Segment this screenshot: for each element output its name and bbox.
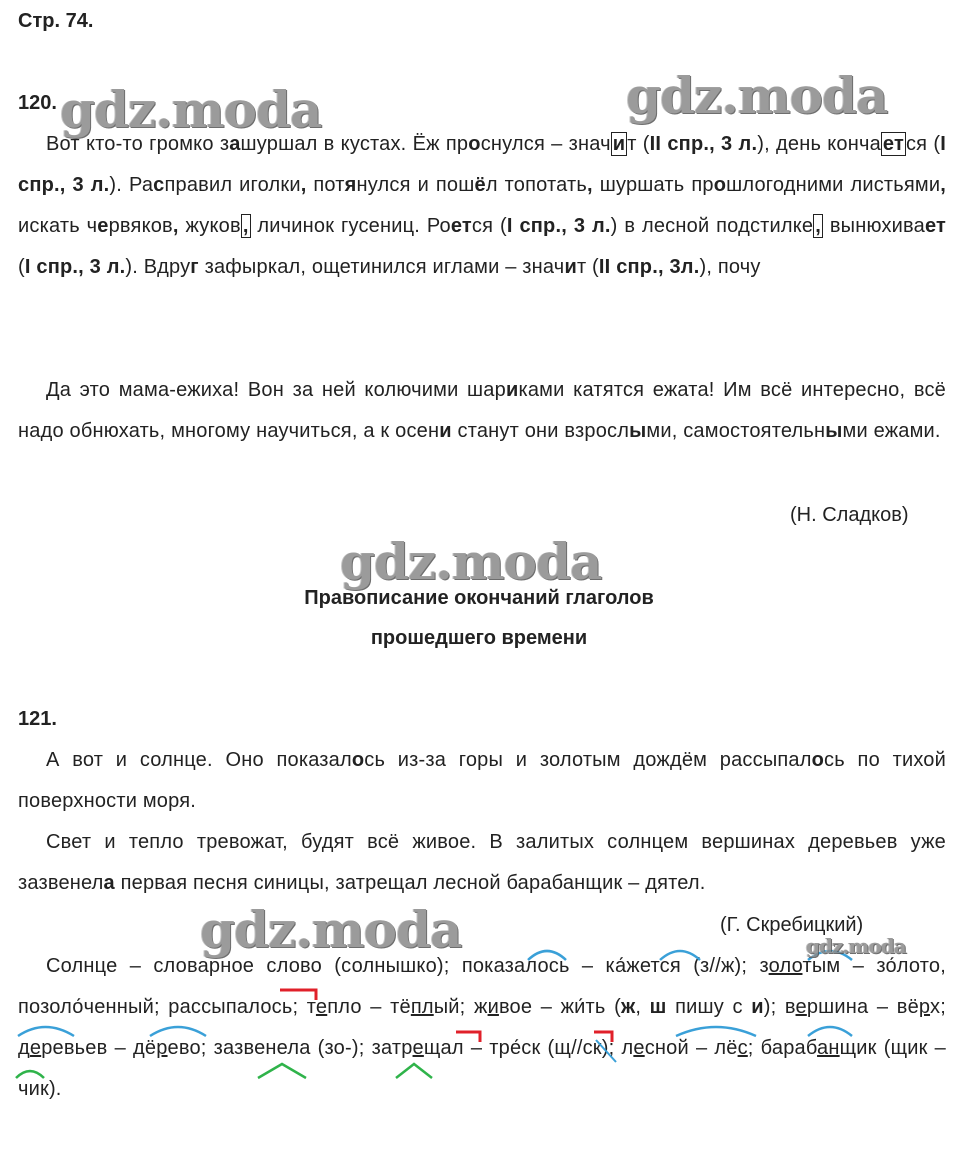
watermark-logo: gdz.moda xyxy=(626,66,888,125)
author-sladkov: (Н. Сладков) xyxy=(790,504,909,526)
section-heading-line-1: Правописание окончаний глаголов xyxy=(304,587,654,609)
exercise-number-121: 121. xyxy=(18,708,57,730)
watermark-logo-small: gdz.moda xyxy=(806,934,906,958)
page-number: Стр. 74. xyxy=(18,10,94,32)
watermark-logo: gdz.moda xyxy=(200,900,462,959)
watermark-logo: gdz.moda xyxy=(60,80,322,139)
exercise-120-paragraph-1: Вот кто-то громко зашуршал в кустах. Ёж проснулся – знач и т (II спр., 3 л.), день конча ет ся (I спр., 3 л.). Расправил иголки, потянулся и пошёл топотать, шуршать прошлогодними листьями, искать червяков, жуков , личинок гусениц. Роется (I спр., 3 л.) в лесной подстилке , вынюхивает (I спр., 3 л.). Вдруг зафыркал, ощетинился иглами – значит (II спр., 3л.), почу xyxy=(18,133,947,278)
exercise-121-analysis: Солнце – словарное слово (солнышко); показалось – ка́жется (з//ж); золотым – зо́лото, позоло́ченный; рассыпалось; тепло – тёплый; живое – жи́ть (ж, ш пишу с и); вершина – вёрх; деревьев – дёрево; зазвенела (зо-); затрещал – тре́ск (щ//ск); лесной – лёс; барабанщик (щик – чик). xyxy=(18,955,947,1100)
exercise-120-paragraph-2: Да это мама-ежиха! Вон за ней колючими шариками катятся ежата! Им всё интересно, всё надо обнюхать, многому научиться, а к осени станут они взрослыми, самостоятельными ежами. xyxy=(18,379,946,442)
exercise-number-120: 120. xyxy=(18,92,57,114)
exercise-121-paragraph-2: Свет и тепло тревожат, будят всё живое. В залитых солнцем вершинах деревьев уже зазвенела первая песня синицы, затрещал лесной барабанщик – дятел. xyxy=(18,831,946,894)
exercise-121-paragraph-1: А вот и солнце. Оно показалось из-за горы и золотым дождём рассыпалось по тихой поверхности моря. xyxy=(18,749,947,812)
watermark-logo: gdz.moda xyxy=(340,532,602,591)
author-skrebitsky: (Г. Скребицкий) xyxy=(720,914,864,936)
section-heading-line-2: прошедшего времени xyxy=(370,627,588,649)
